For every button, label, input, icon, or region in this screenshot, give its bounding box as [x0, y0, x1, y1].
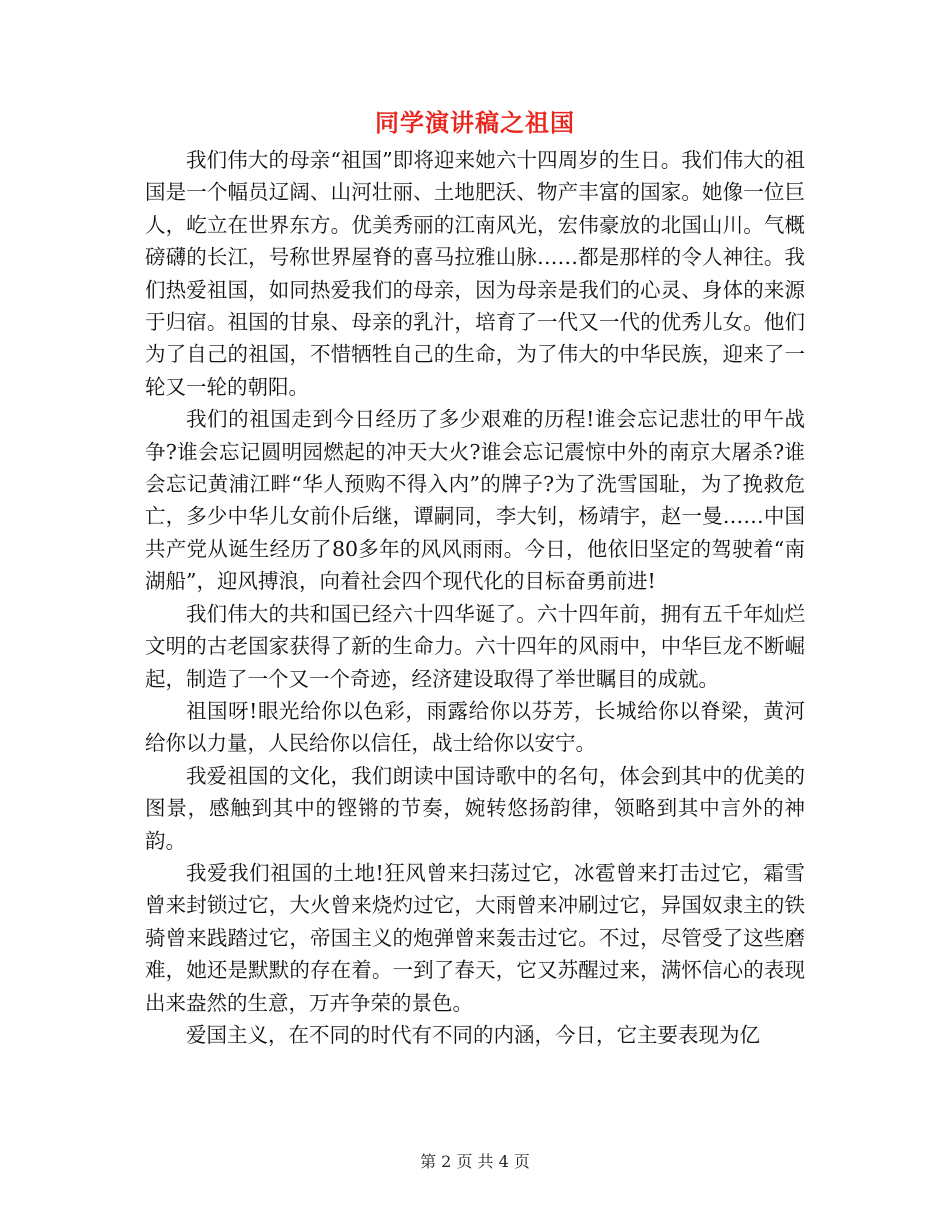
paragraph: 我们伟大的共和国已经六十四华诞了。六十四年前，拥有五千年灿烂文明的古老国家获得了新的生命力。六十四年的风雨中，中华巨龙不断崛起，制造了一个又一个奇迹，经济建设取得了举世瞩目的成就。: [145, 601, 805, 691]
page-footer: [0, 1150, 950, 1174]
speech-body: [145, 144, 805, 1051]
paragraph: 祖国呀!眼光给你以色彩，雨露给你以芬芳，长城给你以脊梁，黄河给你以力量，人民给你以信任，战士给你以安宁。: [145, 698, 805, 756]
page-number: 第 2 页 共 4 页: [420, 1152, 530, 1171]
paragraph: 我爱祖国的文化，我们朗读中国诗歌中的名句，体会到其中的优美的图景，感触到其中的铿锵的节奏，婉转悠扬韵律，领略到其中言外的神韵。: [145, 763, 805, 853]
page-title: 同学演讲稿之祖国: [375, 108, 575, 137]
paragraph: 我爱我们祖国的土地!狂风曾来扫荡过它，冰雹曾来打击过它，霜雪曾来封锁过它，大火曾来烧灼过它，大雨曾来冲刷过它，异国奴隶主的铁骑曾来践踏过它，帝国主义的炮弹曾来轰击过它。不过，尽管受了这些磨难，她还是默默的存在着。一到了春天，它又苏醒过来，满怀信心的表现出来盎然的生意，万卉争荣的景色。: [145, 860, 805, 1015]
paragraph: 我们伟大的母亲“祖国”即将迎来她六十四周岁的生日。我们伟大的祖国是一个幅员辽阔、山河壮丽、土地肥沃、物产丰富的国家。她像一位巨人，屹立在世界东方。优美秀丽的江南风光，宏伟豪放的北国山川。气概磅礴的长江，号称世界屋脊的喜马拉雅山脉……都是那样的令人神往。我们热爱祖国，如同热爱我们的母亲，因为母亲是我们的心灵、身体的来源于归宿。祖国的甘泉、母亲的乳汁，培育了一代又一代的优秀儿女。他们为了自己的祖国，不惜牺牲自己的生命，为了伟大的中华民族，迎来了一轮又一轮的朝阳。: [145, 148, 805, 399]
paragraph: 爱国主义，在不同的时代有不同的内涵，今日，它主要表现为亿: [186, 1022, 760, 1047]
paragraph: 我们的祖国走到今日经历了多少艰难的历程!谁会忘记悲壮的甲午战争?谁会忘记圆明园燃起的冲天大火?谁会忘记震惊中外的南京大屠杀?谁会忘记黄浦江畔“华人预购不得入内”的牌子?为了洗雪国耻，为了挽救危亡，多少中华儿女前仆后继，谭嗣同，李大钊，杨靖宇，赵一曼……中国共产党从诞生经历了80多年的风风雨雨。今日，他依旧坚定的驾驶着“南湖船”，迎风搏浪，向着社会四个现代化的目标奋勇前进!: [145, 407, 805, 594]
